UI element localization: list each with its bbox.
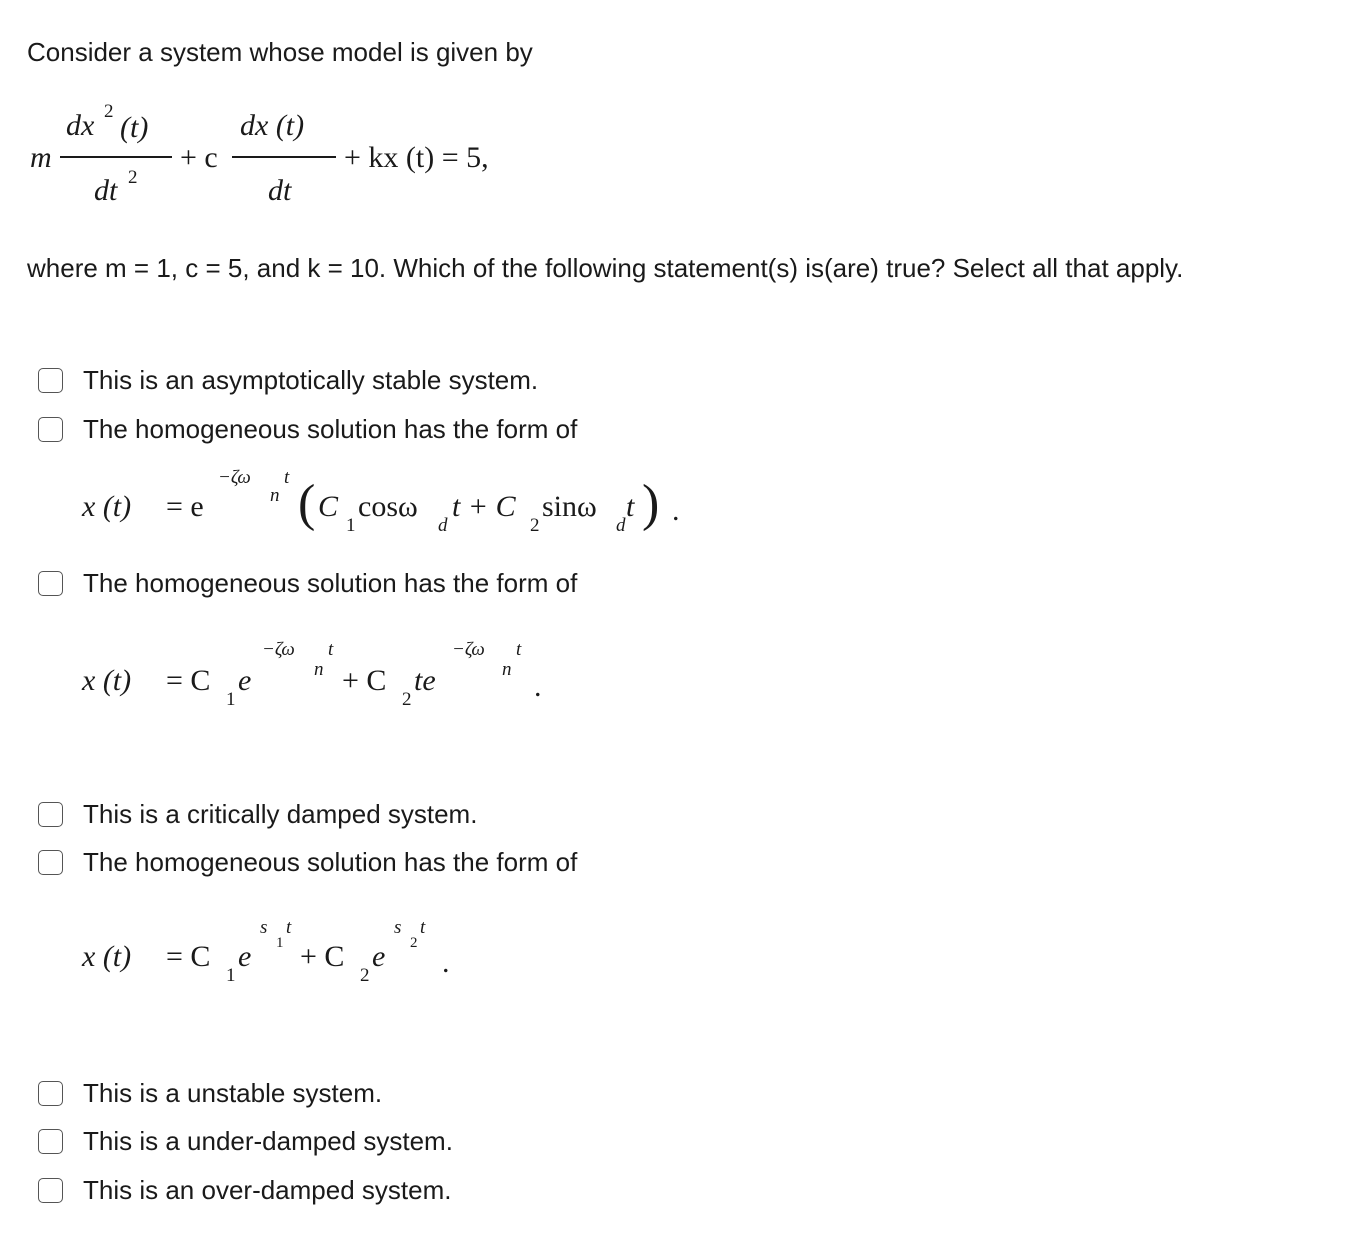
question-intro: Consider a system whose model is given by <box>27 37 533 67</box>
eq1-c1: C <box>318 490 339 523</box>
eq1-open-paren: ( <box>298 475 316 532</box>
eq2-exponent2-t: t <box>516 639 522 660</box>
eq3-exponent1-t: t <box>286 917 292 938</box>
eq2-te: te <box>414 664 436 697</box>
eq2-exponent2: −ζω <box>452 639 485 660</box>
eq2-period: . <box>534 670 542 703</box>
frac1-bar <box>60 156 172 158</box>
option-3-label: The homogeneous solution has the form of <box>83 568 578 598</box>
frac1-num-arg: (t) <box>120 111 149 144</box>
option-4-label: This is a critically damped system. <box>83 799 478 829</box>
eq1-exponent-t: t <box>284 467 290 488</box>
option-3[interactable] <box>38 565 577 601</box>
eq3-c2-sub: 2 <box>360 965 370 986</box>
eq2-equals-c: = C <box>166 664 211 697</box>
eq1-cos-sub: d <box>438 515 448 536</box>
option-5-checkbox[interactable] <box>38 850 63 875</box>
eq2-e1: e <box>238 664 252 697</box>
option-6-label: This is a unstable system. <box>83 1078 383 1108</box>
option-2-checkbox[interactable] <box>38 417 63 442</box>
frac1-denominator: dt <box>94 174 118 207</box>
eq1-sin: sinω <box>542 490 597 523</box>
eq1-c1-sub: 1 <box>346 515 356 536</box>
eq2-c1-sub: 1 <box>226 689 236 710</box>
option-7[interactable] <box>38 1123 453 1159</box>
eq3-e2: e <box>372 940 386 973</box>
eq1-exponent-sub: n <box>270 485 280 506</box>
eq2-exponent1-t: t <box>328 639 334 660</box>
eq3-e1: e <box>238 940 252 973</box>
option-2-label: The homogeneous solution has the form of <box>83 414 578 444</box>
eq2-exponent2-sub: n <box>502 659 512 680</box>
eq3-equals-c: = C <box>166 940 211 973</box>
option-1-label: This is an asymptotically stable system. <box>83 365 539 395</box>
eq3-plus-c: + C <box>300 940 345 973</box>
eq3-lhs: x (t) <box>82 940 132 973</box>
frac1-den-exponent: 2 <box>128 167 138 188</box>
eq3-c1-sub: 1 <box>226 965 236 986</box>
frac1-numerator: dx <box>66 109 95 142</box>
option-7-checkbox[interactable] <box>38 1129 63 1154</box>
eq-rest: + kx (t) = 5, <box>344 141 489 174</box>
equation-underdamped-form <box>0 440 1355 560</box>
option-3-checkbox[interactable] <box>38 571 63 596</box>
eq3-exponent2-t: t <box>420 917 426 938</box>
eq-m: m <box>30 141 52 174</box>
question-conditions: where m = 1, c = 5, and k = 10. Which of the following statement(s) is(are) true? Select all that apply. <box>27 253 1184 283</box>
option-6-checkbox[interactable] <box>38 1081 63 1106</box>
frac2-numerator: dx (t) <box>240 109 305 142</box>
option-1[interactable] <box>38 362 538 398</box>
eq1-t-end: t <box>626 490 635 523</box>
eq1-t-plus-c: t + C <box>452 490 516 523</box>
option-8-label: This is an over-damped system. <box>83 1175 452 1205</box>
option-5-label: The homogeneous solution has the form of <box>83 847 578 877</box>
model-equation <box>0 0 1355 240</box>
option-1-checkbox[interactable] <box>38 368 63 393</box>
eq-plus-c: + c <box>180 141 218 174</box>
option-7-label: This is a under-damped system. <box>83 1126 453 1156</box>
eq1-close-paren: ) <box>642 475 660 532</box>
eq1-c2-sub: 2 <box>530 515 540 536</box>
equation-overdamped-form <box>0 900 1355 1000</box>
option-4[interactable] <box>38 796 477 832</box>
option-4-checkbox[interactable] <box>38 802 63 827</box>
eq2-exponent1-sub: n <box>314 659 324 680</box>
option-5[interactable] <box>38 844 577 880</box>
option-6[interactable] <box>38 1075 382 1111</box>
option-8[interactable] <box>38 1172 451 1208</box>
eq2-c2-sub: 2 <box>402 689 412 710</box>
eq1-lhs: x (t) <box>82 490 132 523</box>
eq3-exponent1-sub: 1 <box>276 935 284 951</box>
eq3-exponent2-s: s <box>394 917 402 938</box>
eq3-exponent1-s: s <box>260 917 268 938</box>
eq1-equals-e: = e <box>166 490 204 523</box>
eq2-lhs: x (t) <box>82 664 132 697</box>
eq1-exponent: −ζω <box>218 467 251 488</box>
eq1-sin-sub: d <box>616 515 626 536</box>
eq3-period: . <box>442 946 450 979</box>
frac2-bar <box>232 156 336 158</box>
frac1-num-exponent: 2 <box>104 101 114 122</box>
equation-critical-form <box>0 620 1355 730</box>
frac2-denominator: dt <box>268 174 292 207</box>
eq1-period: . <box>672 494 680 527</box>
eq2-plus-c: + C <box>342 664 387 697</box>
eq1-cos: cosω <box>358 490 418 523</box>
eq3-exponent2-sub: 2 <box>410 935 418 951</box>
eq2-exponent1: −ζω <box>262 639 295 660</box>
option-8-checkbox[interactable] <box>38 1178 63 1203</box>
